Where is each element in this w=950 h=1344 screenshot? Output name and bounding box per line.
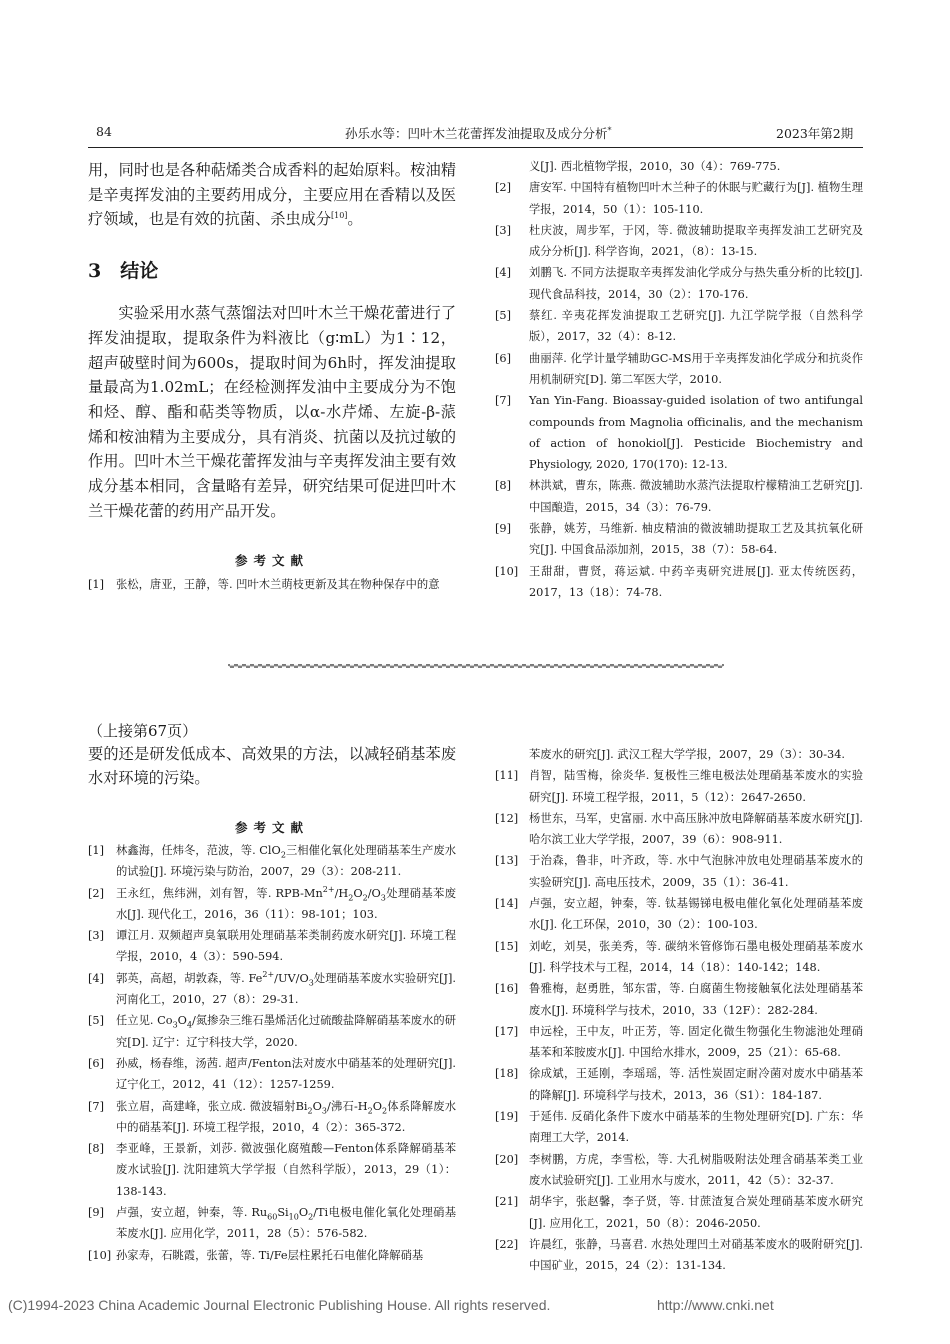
reference-text: 于治森，鲁非，叶齐政，等. 水中气泡脉冲放电处理硝基苯废水的实验研究[J]. 高电压技术，2009，35（1）：36-41. <box>529 854 863 889</box>
reference-text: 杜庆波，周步军，于冈，等. 微波辅助提取辛夷挥发油工艺研究及成分分析[J]. 科学咨询，2021，（8）：13-15. <box>529 223 863 259</box>
reference-item <box>495 978 863 1021</box>
reference-number: [10] <box>88 1248 112 1262</box>
reference-text: 苯废水的研究[J]. 武汉工程大学学报，2007，29（3）：30-34. <box>529 748 845 761</box>
conclusion-paragraph: 实验采用水蒸气蒸馏法对凹叶木兰干燥花蕾进行了挥发油提取，提取条件为料液比（g∶mL）为1∶12，超声破壁时间为600s，提取时间为6h时，挥发油提取量最高为1.02mL；在经检测挥发油中主要成分为不饱和烃、醇、酯和萜类等物质，以α-水芹烯、左旋-β-蒎烯和桉油精为主要成分，具有消炎、抗菌以及抗过敏的作用。凹叶木兰干燥花蕾挥发油与辛夷挥发油主要有效成分基本相同，含量略有差异，研究结果可促进凹叶木兰干燥花蕾的药用产品开发。 <box>88 304 456 520</box>
reference-text: 义[J]. 西北植物学报，2010，30（4）：769-775. <box>529 160 781 173</box>
reference-text: 许晨红，张静，马喜君. 水热处理凹土对硝基苯废水的吸附研究[J]. 中国矿业，2015，24（2）：131-134. <box>529 1237 863 1273</box>
reference-item <box>495 893 863 936</box>
reference-text: 卢强，安立超，钟秦，等. $Ru_{60}Si_{10}O_2/Ti$电极电催化氧化处理硝基苯废水[J]. 应用化学，2011，28（5）：576-582. <box>116 1206 456 1241</box>
reference-item <box>88 1202 456 1245</box>
reference-number: [2] <box>495 181 512 195</box>
reference-text: 任立见. $Co_3O_4/$氮掺杂三维石墨烯活化过硫酸盐降解硝基苯废水的研究[D]. 辽宁：辽宁科技大学，2020. <box>116 1014 456 1049</box>
reference-number: [18] <box>495 1067 519 1081</box>
reference-text: 胡华宇，张赵馨，李子贤，等. 甘蔗渣复合炭处理硝基苯废水研究[J]. 应用化工，2021，50（8）：2046-2050. <box>529 1195 863 1230</box>
reference-item <box>88 574 456 595</box>
reference-item <box>495 1063 863 1106</box>
reference-number: [6] <box>88 1056 105 1070</box>
reference-text: 张立眉，高建峰，张立成. 微波辐射$Bi_2O_3/$沸石$-H_2O_2$体系降解废水中的硝基苯[J]. 环境工程学报，2010，4（2）：365-372. <box>116 1099 456 1134</box>
continued-from-note: （上接第67页） <box>88 722 198 740</box>
article-left-column <box>88 158 456 596</box>
reference-number: [16] <box>495 982 519 996</box>
reference-text: 唐安军. 中国特有植物凹叶木兰种子的休眠与贮藏行为[J]. 植物生理学报，2014，50（1）：105-110. <box>529 181 863 216</box>
reference-item <box>88 883 456 926</box>
reference-item <box>495 744 863 765</box>
reference-text: 王永红，焦纬洲，刘有智，等. RPB-$Mn^{2+}/H_2O_2/O_3$处理硝基苯废水[J]. 现代化工，2016，36（11）：98-101；103. <box>116 884 456 921</box>
copyright-notice: (C)1994-2023 China Academic Journal Electronic Publishing House. All rights reserved. <box>8 1297 551 1313</box>
reference-item <box>495 156 863 177</box>
reference-item <box>495 475 863 518</box>
section-heading-conclusion: 3 结论 <box>88 260 159 283</box>
reference-item <box>88 1096 456 1139</box>
reference-number: [17] <box>495 1024 519 1038</box>
reference-text: 郭英，高超，胡敦森，等. $Fe^{2+}/UV/O_3$处理硝基苯废水实验研究[J]. 河南化工，2010，27（8）：29-31. <box>116 970 457 1007</box>
reference-item <box>88 968 456 1011</box>
reference-text: 卢强，安立超，钟秦，等. 钛基锡锑电极电催化氧化处理硝基苯废水[J]. 化工环保，2010，30（2）：100-103. <box>529 897 863 932</box>
reference-text: 于延伟. 反硝化条件下废水中硝基苯的生物处理研究[D]. 广东：华南理工大学，2014. <box>529 1110 863 1145</box>
reference-text: Yan Yin-Fang. Bioassay-guided isolation of two antifungal compounds from Magnolia officinalis, and the mechanism of action of honokiol[J]. Pesticide Biochemistry and Physiology, 2020, 170(170): 12-13. <box>529 394 863 472</box>
reference-item <box>88 840 456 883</box>
reference-number: [21] <box>495 1195 519 1209</box>
reference-number: [7] <box>495 394 512 408</box>
reference-item <box>495 177 863 220</box>
reference-list-continued <box>495 744 863 1276</box>
reference-number: [13] <box>495 854 519 868</box>
reference-item <box>495 850 863 893</box>
reference-number: [4] <box>495 266 512 280</box>
reference-text: 蔡红. 辛夷花挥发油提取工艺研究[J]. 九江学院学报（自然科学版），2017，32（4）：8-12. <box>529 309 863 344</box>
reference-number: [3] <box>495 223 512 237</box>
reference-text: 李树鹏，方虎，李雪松，等. 大孔树脂吸附法处理含硝基苯类工业废水试验研究[J]. 工业用水与废水，2011，42（5）：32-37. <box>529 1152 863 1187</box>
reference-number: [5] <box>495 309 512 323</box>
reference-number: [4] <box>88 971 105 985</box>
reference-text: 刘鹏飞. 不同方法提取辛夷挥发油化学成分与热失重分析的比较[J]. 现代食品科技，2014，30（2）：170-176. <box>529 266 863 301</box>
page-number: 84 <box>96 124 112 139</box>
reference-number: [1] <box>88 844 105 857</box>
reference-item <box>495 1106 863 1149</box>
reference-text: 鲁雅梅，赵勇胜，邹东雷，等. 白腐菌生物接触氧化法处理硝基苯废水[J]. 环境科学与技术，2010，33（12F）：282-284. <box>529 982 863 1017</box>
reference-item <box>88 1245 456 1266</box>
reference-text: 李亚峰，王景新，刘莎. 微波强化腐殖酸—Fenton体系降解硝基苯废水试验[J]. 沈阳建筑大学学报（自然科学版），2013，29（1）：138-143. <box>116 1142 456 1198</box>
reference-number <box>495 156 529 177</box>
reference-number: [7] <box>88 1099 105 1113</box>
reference-item <box>495 1021 863 1064</box>
reference-number: [5] <box>88 1014 105 1028</box>
intro-paragraph: 用，同时也是各种萜烯类合成香料的起始原料。桉油精是辛夷挥发油的主要药用成分，主要应用在香精以及医疗领域，也是有效的抗菌、杀虫成分[10]。 <box>88 161 456 229</box>
reference-number: [10] <box>495 564 519 578</box>
reference-text: 孙家寿，石眺霞，张蕾，等. Ti/Fe层柱累托石电催化降解硝基 <box>116 1248 424 1262</box>
reference-number: [9] <box>88 1206 105 1220</box>
reference-item <box>495 1234 863 1277</box>
reference-item <box>88 1053 456 1096</box>
publisher-url[interactable]: http://www.cnki.net <box>657 1297 774 1313</box>
reference-number: [9] <box>495 522 512 536</box>
reference-number: [15] <box>495 939 519 953</box>
reference-item <box>495 1191 863 1234</box>
reference-text: 林洪斌，曹东，陈燕. 微波辅助水蒸汽法提取柠檬精油工艺研究[J]. 中国酿造，2015，34（3）：76-79. <box>529 479 863 514</box>
reference-number: [20] <box>495 1152 519 1166</box>
reference-item <box>88 1010 456 1053</box>
references-heading: 参考文献 <box>234 553 309 569</box>
reference-number: [12] <box>495 811 519 825</box>
reference-list <box>88 840 456 1266</box>
reference-item <box>495 808 863 851</box>
second-article-left-column <box>88 720 456 1266</box>
reference-item <box>495 220 863 263</box>
reference-number: [8] <box>495 479 512 493</box>
reference-text: 申远栓，王中友，叶正芳，等. 固定化微生物强化生物滤池处理硝基苯和苯胺废水[J]. 中国给水排水，2009，25（21）：65-68. <box>529 1024 863 1060</box>
reference-text: 刘屹，刘昊，张美秀，等. 碳纳米管修饰石墨电极处理硝基苯废水[J]. 科学技术与工程，2014，14（18）：140-142；148. <box>529 939 863 974</box>
header-rule <box>88 147 863 148</box>
reference-item <box>88 1138 456 1202</box>
references-heading: 参考文献 <box>234 820 309 835</box>
closing-paragraph: 要的还是研发低成本、高效果的方法，以减轻硝基苯废水对环境的污染。 <box>88 745 456 787</box>
reference-number: [19] <box>495 1110 519 1124</box>
reference-text: 张静，姚芳，马维新. 柚皮精油的微波辅助提取工艺及其抗氧化研究[J]. 中国食品添加剂，2015，38（7）：58-64. <box>529 522 863 557</box>
reference-item <box>495 765 863 808</box>
reference-text: 谭江月. 双频超声臭氧联用处理硝基苯类制药废水研究[J]. 环境工程学报，2010，4（3）：590-594. <box>116 929 456 964</box>
reference-item <box>495 936 863 979</box>
issue-label: 2023年第2期 <box>776 126 854 141</box>
reference-number: [22] <box>495 1237 519 1251</box>
reference-number: [11] <box>495 769 519 783</box>
reference-number: [1] <box>88 578 105 592</box>
reference-number: [14] <box>495 897 519 911</box>
reference-item <box>495 390 863 475</box>
reference-number: [3] <box>88 929 105 943</box>
reference-item <box>495 348 863 391</box>
reference-text: 张松，唐亚，王静，等. 凹叶木兰萌枝更新及其在物种保存中的意 <box>116 578 440 592</box>
reference-text: 曲丽萍. 化学计量学辅助GC-MS用于辛夷挥发油化学成分和抗炎作用机制研究[D]. 第二军医大学，2010. <box>529 351 863 386</box>
reference-item <box>88 925 456 968</box>
reference-item <box>495 305 863 348</box>
reference-item <box>495 561 863 604</box>
reference-number <box>495 744 529 765</box>
reference-text: 肖智，陆雪梅，徐炎华. 复极性三维电极法处理硝基苯废水的实验研究[J]. 环境工程学报，2011，5（12）：2647-2650. <box>529 769 863 804</box>
section-divider-wave <box>228 662 724 670</box>
reference-text: 杨世东，马军，史富丽. 水中高压脉冲放电降解硝基苯废水研究[J]. 哈尔滨工业大学学报，2007，39（6）：908-911. <box>529 811 863 847</box>
running-title: 孙乐水等：凹叶木兰花蕾挥发油提取及成分分析* <box>345 125 612 141</box>
reference-item <box>495 518 863 561</box>
reference-number: [8] <box>88 1142 105 1156</box>
reference-list <box>88 574 456 595</box>
reference-number: [2] <box>88 886 105 900</box>
reference-item <box>495 1149 863 1192</box>
reference-text: 林鑫海，任炜冬，范波，等. ClO$_2$三相催化氧化处理硝基苯生产废水的试验[J]. 环境污染与防治，2007，29（3）：208-211. <box>116 844 456 879</box>
reference-number: [6] <box>495 351 512 365</box>
reference-list-continued <box>495 156 863 603</box>
reference-text: 徐成斌，王延刚，李瑶瑶，等. 活性炭固定耐冷菌对废水中硝基苯的降解[J]. 环境科学与技术，2013，36（S1）：184-187. <box>529 1067 863 1102</box>
reference-text: 孙威，杨春维，汤茜. 超声/Fenton法对废水中硝基苯的处理研究[J]. 辽宁化工，2012，41（12）：1257-1259. <box>116 1056 456 1092</box>
reference-item <box>495 262 863 305</box>
reference-text: 王甜甜，曹贤，蒋运斌. 中药辛夷研究进展[J]. 亚太传统医药，2017，13（18）：74-78. <box>529 564 863 599</box>
